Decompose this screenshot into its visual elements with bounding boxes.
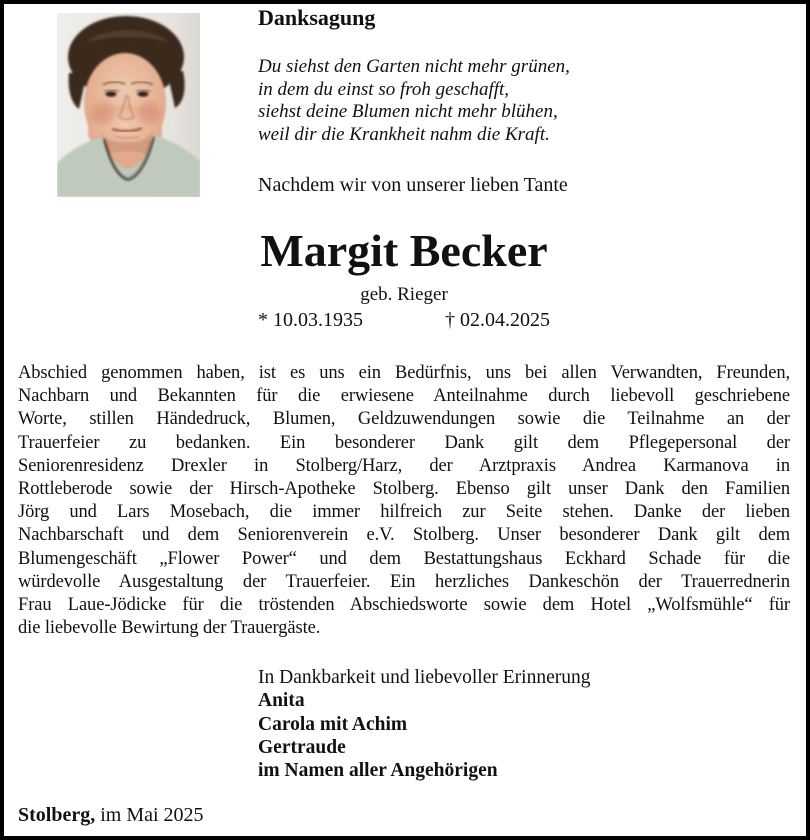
body-text-line: Worte, stillen Händedruck, Blumen, Geldzuwendungen sowie die Teilnahme an der [18, 409, 790, 430]
death-date: † 02.04.2025 [445, 309, 550, 331]
memorial-poem [258, 56, 570, 146]
body-text-line: Nachbarschaft und dem Seniorenverein e.V. Stolberg. Unser besonderer Dank gilt dem [18, 525, 790, 546]
body-text-line: Nachbarn und Bekannten für die erwiesene Anteilnahme durch liebevoll geschriebene [18, 386, 790, 407]
birth-date: * 10.03.1935 [258, 309, 363, 331]
poem-line: Du siehst den Garten nicht mehr grünen, [258, 56, 570, 77]
body-text-line: Frau Laue-Jödicke für die tröstenden Abschiedsworte sowie dem Hotel „Wolfsmühle“ für [18, 595, 790, 616]
mourner-name: im Namen aller Angehörigen [258, 760, 498, 782]
mourner-name: Anita [258, 690, 305, 712]
blush-right [138, 102, 160, 124]
body-text-line: Seniorenresidenz Drexler in Stolberg/Harz, der Arztpraxis Andrea Karmanova in [18, 455, 790, 476]
mourner-name: Carola mit Achim [258, 713, 408, 735]
intro-line: Nachdem wir von unserer lieben Tante [258, 174, 568, 196]
poem-line: siehst deine Blumen nicht mehr blühen, [258, 101, 558, 122]
body-text-line: Trauerfeier zu bedanken. Ein besonderer Dank gilt dem Pflegepersonal der [18, 432, 790, 453]
body-text-line: Abschied genommen haben, ist es uns ein Bedürfnis, uns bei allen Verwandten, Freunden, [18, 363, 790, 383]
closing-intro: In Dankbarkeit und liebevoller Erinnerung [258, 667, 591, 688]
acknowledgment-paragraph [18, 362, 790, 640]
body-text-line: Rottleberode sowie der Hirsch-Apotheke Stolberg. Ebenso gilt unser Dank den Familien [18, 479, 790, 500]
blush-left [92, 102, 114, 124]
place-name: Stolberg, [18, 804, 96, 826]
body-text-line: Blumengeschäft „Flower Power“ und dem Bestattungshaus Eckhard Schade für die [18, 548, 790, 569]
portrait-photo [57, 13, 200, 197]
deceased-name: Margit Becker [260, 225, 548, 276]
maiden-name: geb. Rieger [360, 284, 448, 305]
place-date-line [18, 804, 204, 827]
poem-line: in dem du einst so froh geschafft, [258, 78, 510, 100]
mourner-name: Gertraude [258, 736, 346, 758]
body-text-line: die liebevolle Bewirtung der Trauergäste. [18, 618, 321, 639]
body-text-line: Jörg und Lars Mosebach, die immer hilfreich zur Seite stehen. Danke der lieben [18, 502, 790, 523]
date-text: im Mai 2025 [100, 804, 204, 826]
poem-line: weil dir die Krankheit nahm die Kraft. [258, 123, 550, 145]
life-dates [258, 309, 550, 332]
eye-right [138, 91, 149, 97]
eye-left [106, 91, 117, 97]
closing-block [258, 666, 590, 782]
body-text-line: würdevolle Ausgestaltung der Trauerfeier. Ein herzliches Dankeschön der Trauerrednerin [18, 571, 790, 592]
notice-type-title: Danksagung [258, 5, 376, 30]
